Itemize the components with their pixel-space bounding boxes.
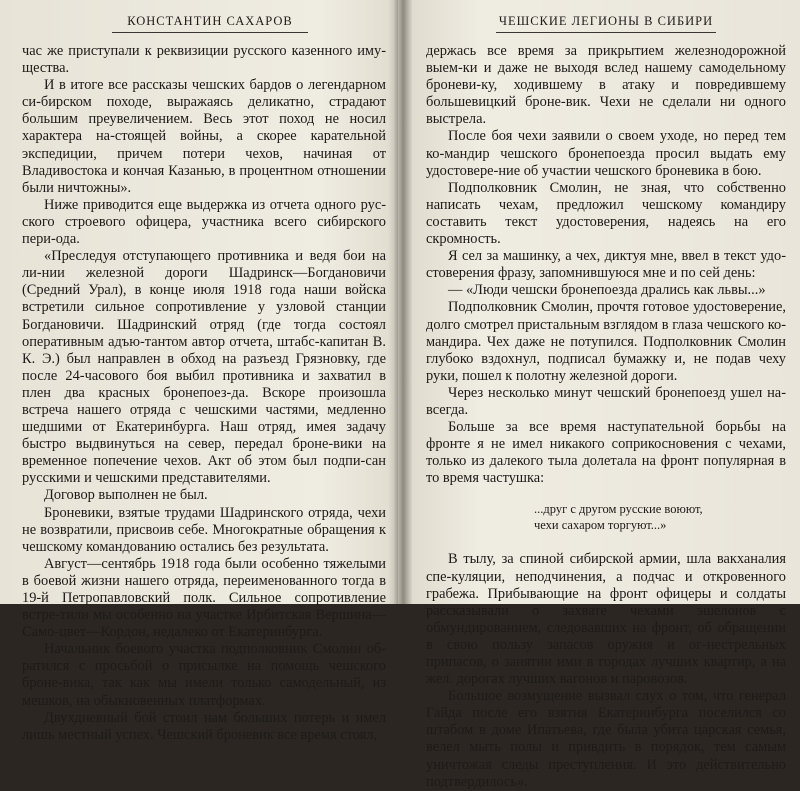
left-paragraph: час же приступали к реквизиции русского казенного иму-щества.: [22, 43, 386, 77]
left-page: [0, 0, 398, 743]
quoted-line: — «Люди чешски бронепоезда дрались как львы...»: [448, 282, 766, 299]
left-running-head: КОНСТАНТИН САХАРОВ: [112, 14, 308, 33]
right-paragraph: После боя чехи заявили о своем уходе, но перед тем ко-мандир чешского бронепоезда просил выдать ему удостовере-ние об участии чешского броневика в бою.: [426, 128, 786, 179]
left-paragraph: Август—сентябрь 1918 года были особенно тяжелыми в боевой жизни нашего отряда, переименованного тогда в 19-й Петропавловский полк. Сильное сопротивление встре-тили мы особенно на участке Ирбитская Вершина—Само-цвет—Кордон, недалеко от Екатеринбурга.: [22, 555, 386, 641]
left-paragraph: Ниже приводится еще выдержка из отчета одного рус-ского строевого офицера, участника всего сибирского пери-ода.: [22, 196, 386, 248]
right-paragraph: Подполковник Смолин, не зная, что собственно написать чехам, предложил чешскому командиру составить текст удостоверения, надеясь на его скромность.: [426, 179, 786, 248]
left-paragraph: И в итоге все рассказы чешских бардов о легендарном си-бирском походе, выражаясь деликатно, страдают большим преувеличением. Весь этот поход не носил характера на-стоящей войны, а скорее карательной экспедиции, причем потери чехов, начиная от Владивостока и кончая Казанью, в процентном отношении были ничтожны».: [22, 77, 386, 196]
right-paragraph: держась все время за прикрытием железнодорожной выем-ки и даже не выходя вслед нашему самодельному броневи-ку, ходившему в атаку и повредившему большевицкий броне-вик. Чехи не сделали ни одного выстрела.: [426, 43, 786, 128]
verse-block: [534, 501, 786, 533]
right-paragraph: Подполковник Смолин, прочтя готовое удостоверение, долго смотрел пристальным взглядом в глаза чешского ко-мандира. Чех даже не потупился. Подполковник Смолин глубоко вздохнул, подписал бумажку и, не подав чеху руки, пошел к полотну железной дороги.: [426, 299, 786, 384]
right-paragraph: Я сел за машинку, а чех, диктуя мне, ввел в текст удо-стоверения фразу, запомнившуюся мне и по сей день:: [426, 248, 786, 282]
right-running-head: ЧЕШСКИЕ ЛЕГИОНЫ В СИБИРИ: [496, 14, 716, 33]
right-paragraph: Больше за все время наступательной борьбы на фронте я не имел никакого соприкосновения с чехами, только из далекого тыла долетала на фронт популярная в то время частушка:: [426, 419, 786, 487]
verse-line: чехи сахаром торгуют...»: [534, 518, 667, 533]
right-paragraph: Через несколько минут чешский бронепоезд ушел на-всегда.: [426, 384, 786, 418]
left-paragraph: Договор выполнен не был.: [44, 487, 208, 504]
left-paragraph: Начальник боевого участка подполковник Смолин об-ратился с просьбой о присылке на помощь чешского броне-вика, так как мы имели только самодельный, из мешков, на обыкновенных платформах.: [22, 641, 386, 709]
right-paragraph: Большое возмущение вызвал слух о том, что генерал Гайда после его взятия Екатеринбурга поселился со штабом в доме Ипатьева, где была убита царская семья, велел мыть полы и привдить в порядок, тем самым уничтожая следы преступления. И это действительно подтвердилось».: [426, 688, 786, 790]
left-paragraph: «Преследуя отступающего противника и ведя бои на ли-нии железной дороги Шадринск—Богдановичи (Средний Урал), в конце июля 1918 года наши войска встретили сильное сопротивление у узловой станции Богдановичи. Шадринский отряд (где тогда состоял оперативным адъю-тантом автор отчета, штабс-капитан В. К. Э.) был направлен в обход на разъезд Грязновку, где после 24-часового боя выбил противника и захватил в плен два красных бронепоез-да. Вскоре произошла встреча нашего отряда с чешскими частями, медленно шедшими от Екатеринбурга. Наш отряд, имея задачу быстро выдвинуться на север, передал броне-вики на временное попечение чехов. Акт об этом был подпи-сан русскими и чешскими представителями.: [22, 248, 386, 487]
right-paragraph: В тылу, за спиной сибирской армии, шла вакханалия спе-куляции, неподчинения, а подчас и откровенного грабежа. Прибывающие на фронт офицеры и солдаты рассказывали о захвате чехами эшелонов с обмундированием, следовавших на фронт, об обращении в свою пользу запасов оружия и ог-нестрельных припасов, о занятии ими в городах лучших квартир, а на жел. дорогах лучших вагонов и паровозов.: [426, 551, 786, 688]
left-paragraph: Броневики, взятые трудами Шадринского отряда, чехи не возвратили, присвоив себе. Многократные обращения к чешскому командованию остались без результата.: [22, 504, 386, 555]
verse-line: ...друг с другом русские воюют,: [534, 502, 703, 517]
left-paragraph: Двухдневный бой стоил нам больших потерь и имел лишь местный успех. Чешский броневик все время стоял,: [22, 709, 386, 743]
right-page: [404, 0, 800, 790]
gutter-shadow: [388, 0, 398, 604]
